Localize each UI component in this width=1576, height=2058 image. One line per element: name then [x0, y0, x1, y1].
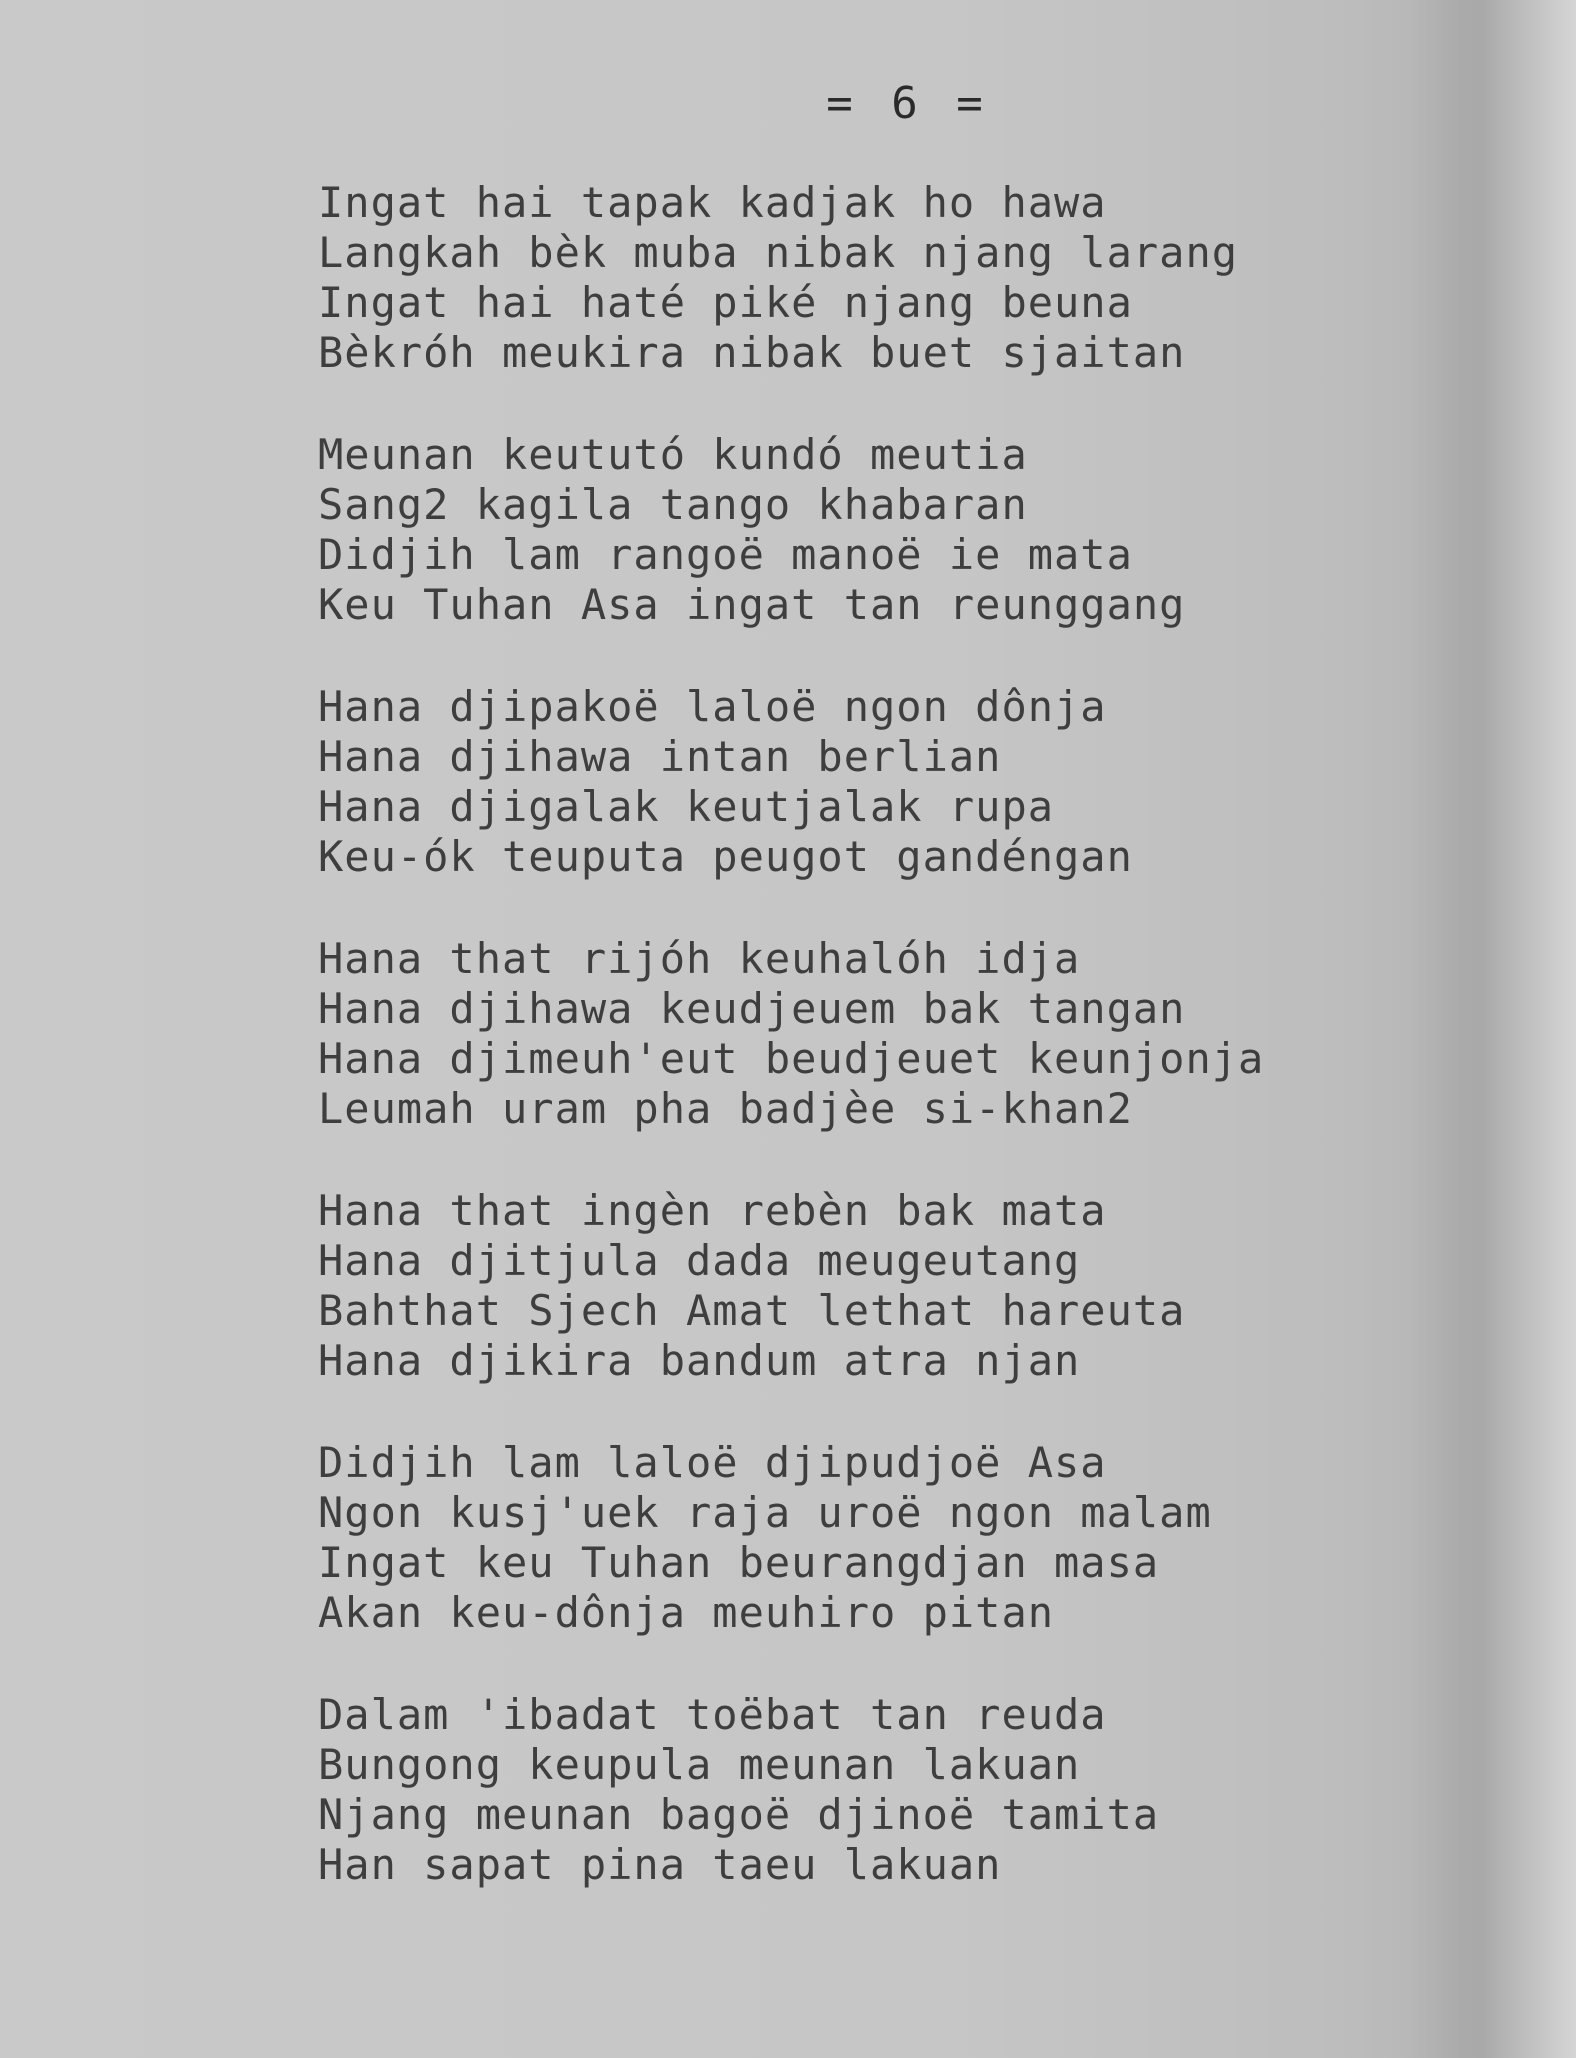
poem-line: Bungong keupula meunan lakuan [318, 1740, 1081, 1789]
poem-line: Langkah bèk muba nibak njang larang [318, 228, 1239, 277]
stanza [318, 934, 1478, 1134]
poem-line: Meunan keututó kundó meutia [318, 430, 1028, 479]
poem-line: Hana djipakoë laloë ngon dônja [318, 682, 1107, 731]
poem-line: Hana that rijóh keuhalóh idja [318, 934, 1081, 983]
poem-line: Han sapat pina taeu lakuan [318, 1840, 1002, 1889]
poem-line: Keu Tuhan Asa ingat tan reunggang [318, 580, 1186, 629]
stanza [318, 1438, 1478, 1638]
poem-line: Didjih lam rangoë manoë ie mata [318, 530, 1133, 579]
poem-line: Didjih lam laloë djipudjoë Asa [318, 1438, 1107, 1487]
poem-line: Akan keu-dônja meuhiro pitan [318, 1588, 1055, 1637]
poem-line: Bahthat Sjech Amat lethat hareuta [318, 1286, 1186, 1335]
poem-line: Hana djihawa intan berlian [318, 732, 1002, 781]
stanza [318, 1186, 1478, 1386]
page-number: = 6 = [826, 78, 989, 129]
poem-line: Dalam 'ibadat toëbat tan reuda [318, 1690, 1107, 1739]
poem-line: Ingat hai haté piké njang beuna [318, 278, 1133, 327]
poem-line: Njang meunan bagoë djinoë tamita [318, 1790, 1160, 1839]
poem-line: Keu-ók teuputa peugot gandéngan [318, 832, 1133, 881]
poem-line: Bèkróh meukira nibak buet sjaitan [318, 328, 1186, 377]
poem-line: Sang2 kagila tango khabaran [318, 480, 1028, 529]
poem-line: Hana djimeuh'eut beudjeuet keunjonja [318, 1034, 1265, 1083]
poem-line: Hana that ingèn rebèn bak mata [318, 1186, 1107, 1235]
poem-line: Leumah uram pha badjèe si-khan2 [318, 1084, 1133, 1133]
stanza [318, 430, 1478, 630]
poem-line: Ingat hai tapak kadjak ho hawa [318, 178, 1107, 227]
poem-line: Hana djihawa keudjeuem bak tangan [318, 984, 1186, 1033]
stanza [318, 178, 1478, 378]
poem-line: Hana djikira bandum atra njan [318, 1336, 1081, 1385]
stanza [318, 1690, 1478, 1890]
poem [318, 178, 1478, 1942]
poem-line: Ingat keu Tuhan beurangdjan masa [318, 1538, 1160, 1587]
poem-line: Ngon kusj'uek raja uroë ngon malam [318, 1488, 1212, 1537]
poem-line: Hana djitjula dada meugeutang [318, 1236, 1081, 1285]
stanza [318, 682, 1478, 882]
poem-line: Hana djigalak keutjalak rupa [318, 782, 1055, 831]
